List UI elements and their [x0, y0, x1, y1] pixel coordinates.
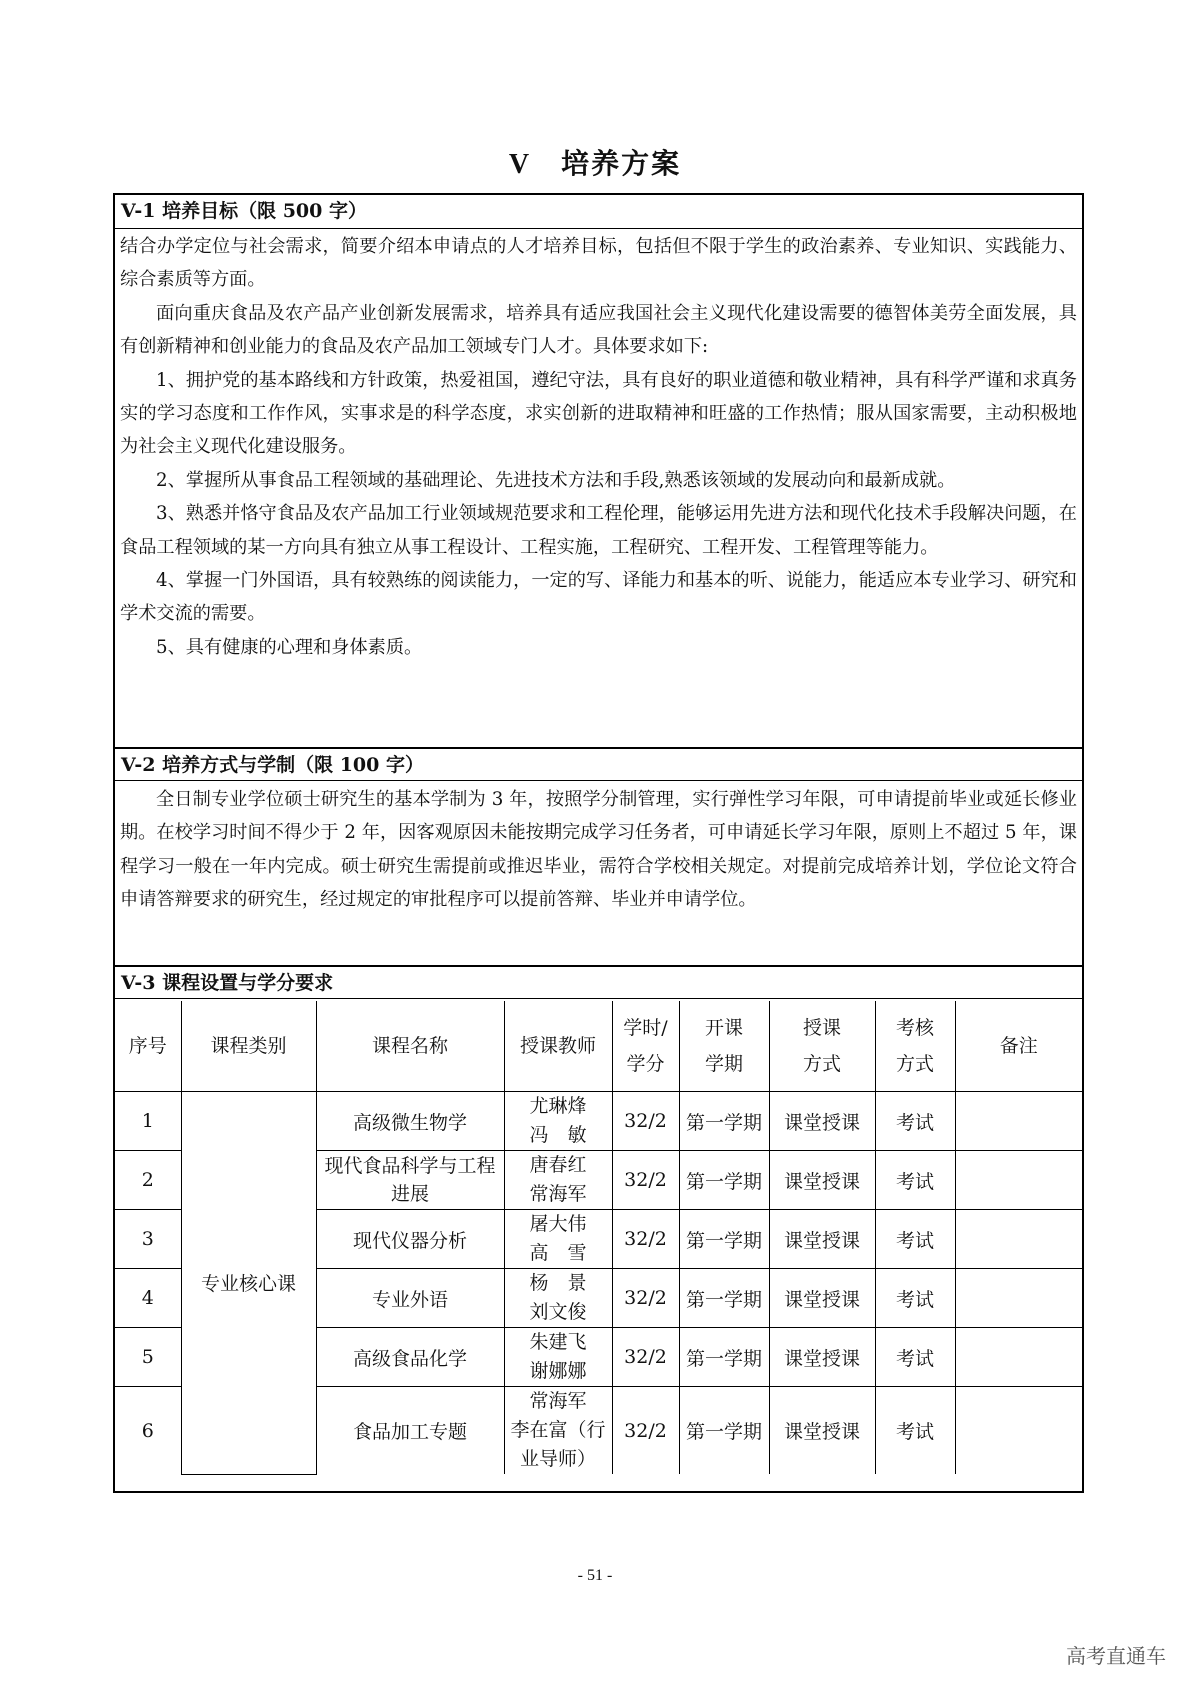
header-term: 开课 学期 [679, 1001, 769, 1092]
table-header-row [115, 1001, 1082, 1092]
category-cell: 专业核心课 [181, 1092, 316, 1475]
section3-heading: V-3 课程设置与学分要求 [115, 965, 1082, 999]
header-name: 课程名称 [316, 1001, 504, 1092]
header-category: 课程类别 [181, 1001, 316, 1092]
watermark: 高考直通车 [1066, 1644, 1166, 1668]
table-row: 4 专业外语 杨 景 刘文俊 32/2 第一学期 课堂授课 考试 [115, 1269, 1082, 1328]
section1-heading: V-1 培养目标（限 500 字） [115, 195, 1082, 229]
header-teacher: 授课教师 [504, 1001, 612, 1092]
table-row: 5 高级食品化学 朱建飞 谢娜娜 32/2 第一学期 课堂授课 考试 [115, 1328, 1082, 1387]
section2-heading: V-2 培养方式与学制（限 100 字） [115, 747, 1082, 781]
paragraph: 全日制专业学位硕士研究生的基本学制为 3 年，按照学分制管理，实行弹性学习年限，可申请提前毕业或延长修业期。在校学习时间不得少于 2 年，因客观原因未能按期完成学习任务者，可申请延长学习年限，原则上不超过 5 年，课程学习一般在一年内完成。硕士研究生需提前或推迟毕业，需符合学校相关规定。对提前完成培养计划，学位论文符合申请答辩要求的研究生，经过规定的审批程序可以提前答辩、毕业并申请学位。 [120, 789, 1077, 911]
table-row: 6 食品加工专题 常海军 李在富（行 业导师） 32/2 第一学期 课堂授课 考试 [115, 1387, 1082, 1475]
paragraph: 3、熟悉并恪守食品及农产品加工行业领域规范要求和工程伦理，能够运用先进方法和现代化技术手段解决问题，在食品工程领域的某一方向具有独立从事工程设计、工程实施，工程研究、工程开发、工程管理等能力。 [120, 503, 1077, 558]
table-row: 1 专业核心课 高级微生物学 尤琳烽 冯 敏 32/2 第一学期 课堂授课 考试 [115, 1092, 1082, 1151]
paragraph: 面向重庆食品及农产品产业创新发展需求，培养具有适应我国社会主义现代化建设需要的德智体美劳全面发展，具有创新精神和创业能力的食品及农产品加工领域专门人才。具体要求如下: [120, 302, 1077, 358]
header-remark: 备注 [955, 1001, 1082, 1092]
header-hours: 学时/ 学分 [612, 1001, 679, 1092]
paragraph: 5、具有健康的心理和身体素质。 [156, 636, 423, 658]
paragraph: 1、拥护党的基本路线和方针政策，热爱祖国，遵纪守法，具有良好的职业道德和敬业精神，具有科学严谨和求真务实的学习态度和工作作风，实事求是的科学态度，求实创新的进取精神和旺盛的工作热情；服从国家需要，主动积极地为社会主义现代化建设服务。 [120, 369, 1077, 458]
section2-body [115, 783, 1082, 917]
header-mode: 授课 方式 [769, 1001, 875, 1092]
form-frame [113, 193, 1084, 1493]
header-exam: 考核 方式 [875, 1001, 955, 1092]
paragraph: 2、掌握所从事食品工程领域的基础理论、先进技术方法和手段,熟悉该领域的发展动向和最新成就。 [156, 469, 956, 491]
paragraph: 结合办学定位与社会需求，简要介绍本申请点的人才培养目标，包括但不限于学生的政治素养、专业知识、实践能力、综合素质等方面。 [120, 236, 1077, 291]
course-table [115, 1001, 1082, 1475]
table-row: 2 现代食品科学与工程进展 唐春红 常海军 32/2 第一学期 课堂授课 考试 [115, 1151, 1082, 1210]
header-no: 序号 [115, 1001, 181, 1092]
table-row: 3 现代仪器分析 屠大伟 高 雪 32/2 第一学期 课堂授课 考试 [115, 1210, 1082, 1269]
page-number: - 51 - [577, 1567, 613, 1584]
section1-body [115, 230, 1082, 664]
paragraph: 4、掌握一门外国语，具有较熟练的阅读能力，一定的写、译能力和基本的听、说能力，能适应本专业学习、研究和学术交流的需要。 [120, 570, 1077, 625]
page-title: V 培养方案 [508, 147, 682, 180]
